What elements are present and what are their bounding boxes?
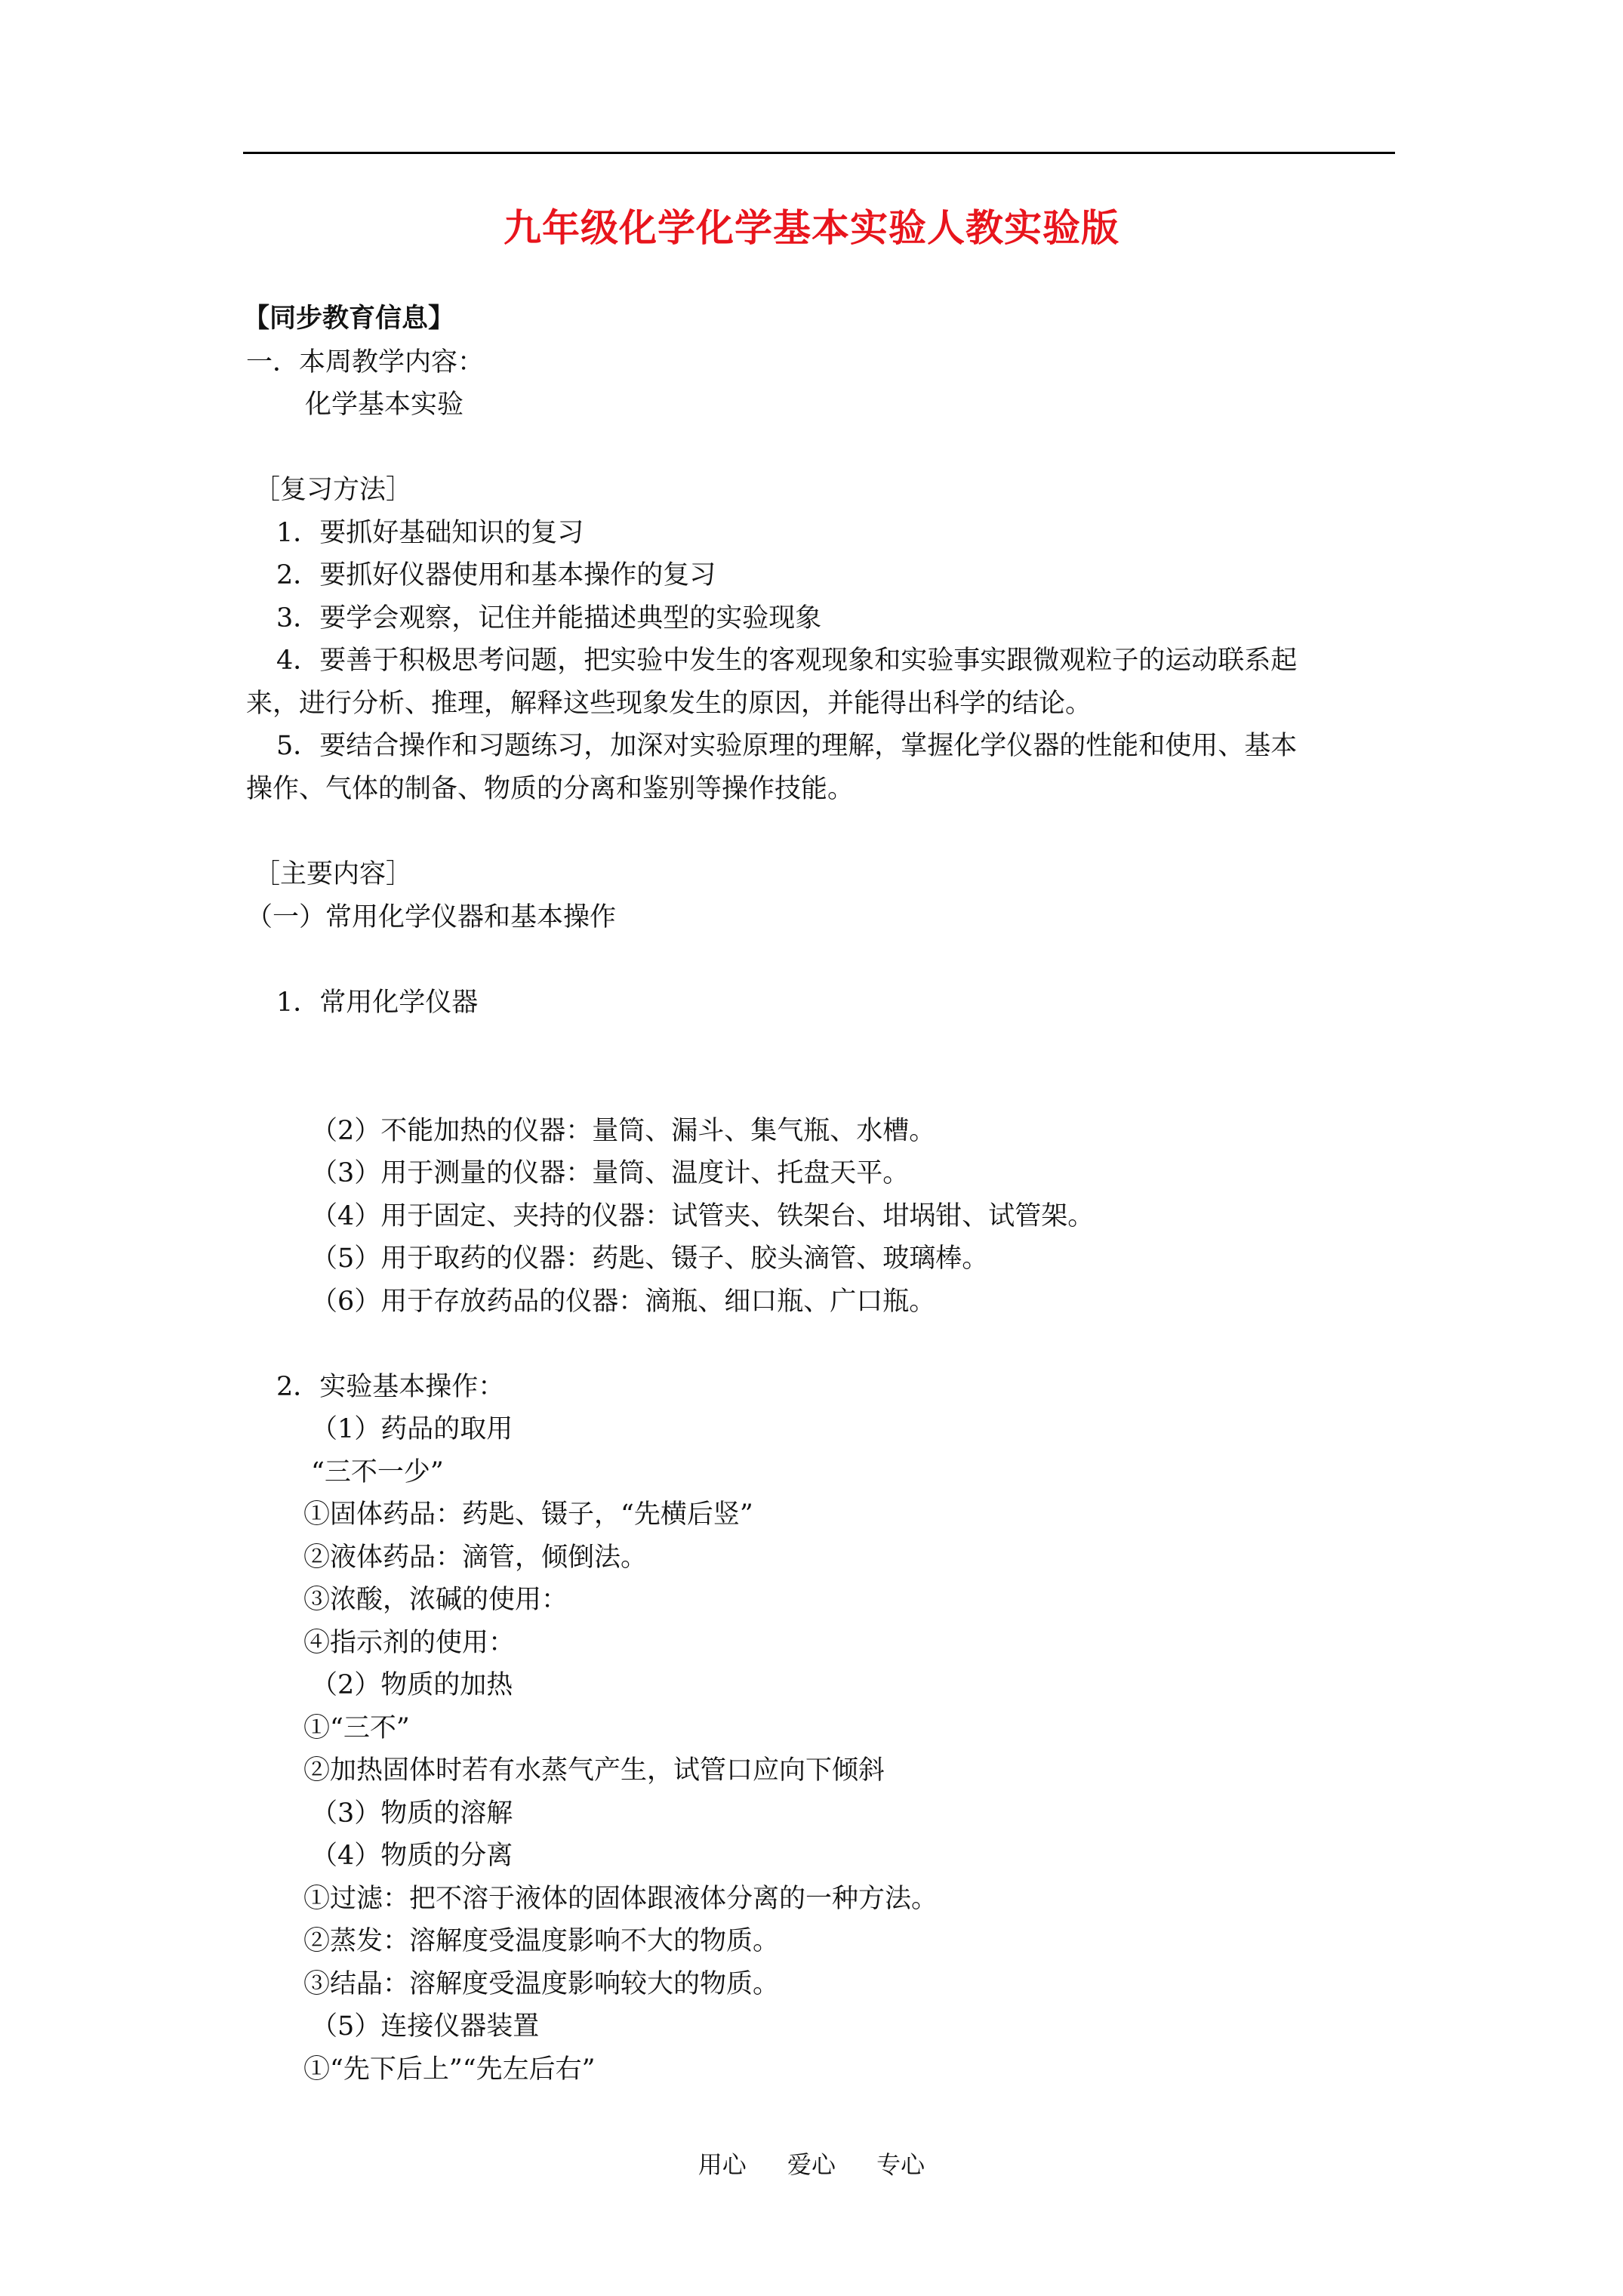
operation-item: ②液体药品：滴管，倾倒法。 bbox=[303, 1542, 648, 1573]
operation-item: ①固体药品：药匙、镊子，“先横后竖” bbox=[303, 1499, 753, 1530]
page-footer bbox=[0, 2146, 1623, 2180]
instrument-item: （4）用于固定、夹持的仪器：试管夹、铁架台、坩埚钳、试管架。 bbox=[311, 1201, 1095, 1231]
main-title: ［主要内容］ bbox=[254, 859, 413, 889]
operation-item: （2）物质的加热 bbox=[311, 1670, 513, 1700]
review-item: 操作、气体的制备、物质的分离和鉴别等操作技能。 bbox=[246, 774, 855, 804]
header-rule bbox=[243, 152, 1395, 154]
operation-item: ①“三不” bbox=[303, 1713, 410, 1743]
operation-item: “三不一少” bbox=[311, 1457, 444, 1487]
operation-item: ④指示剂的使用： bbox=[303, 1628, 516, 1658]
operation-item: ②蒸发：溶解度受温度影响不大的物质。 bbox=[303, 1926, 780, 1956]
review-item: 1．要抓好基础知识的复习 bbox=[276, 518, 584, 548]
review-item: 3．要学会观察，记住并能描述典型的实验现象 bbox=[276, 603, 822, 633]
week-label: 一．本周教学内容： bbox=[246, 347, 485, 378]
instrument-item: （5）用于取药的仪器：药匙、镊子、胶头滴管、玻璃棒。 bbox=[311, 1244, 989, 1274]
review-item: 来，进行分析、推理，解释这些现象发生的原因，并能得出科学的结论。 bbox=[246, 689, 1092, 719]
operation-item: （1）药品的取用 bbox=[311, 1414, 513, 1444]
operation-item: ①“先下后上”“先左后右” bbox=[303, 2054, 596, 2085]
instrument-item: （3）用于测量的仪器：量筒、温度计、托盘天平。 bbox=[311, 1158, 910, 1188]
part1-title: （一）常用化学仪器和基本操作 bbox=[246, 902, 617, 932]
operation-item: （4）物质的分离 bbox=[311, 1841, 513, 1871]
operation-item: ②加热固体时若有水蒸气产生，试管口应向下倾斜 bbox=[303, 1755, 885, 1786]
operation-item: ③结晶：溶解度受温度影响较大的物质。 bbox=[303, 1969, 780, 1999]
section-header: 【同步教育信息】 bbox=[243, 303, 455, 334]
instrument-item: （6）用于存放药品的仪器：滴瓶、细口瓶、广口瓶。 bbox=[311, 1287, 936, 1317]
footer-item: 专心 bbox=[876, 2150, 925, 2179]
week-topic: 化学基本实验 bbox=[305, 390, 464, 420]
footer-item: 用心 bbox=[698, 2150, 747, 2179]
review-item: 4．要善于积极思考问题，把实验中发生的客观现象和实验事实跟微观粒子的运动联系起 bbox=[276, 646, 1298, 676]
review-item: 2．要抓好仪器使用和基本操作的复习 bbox=[276, 560, 716, 590]
operation-item: （3）物质的溶解 bbox=[311, 1798, 513, 1829]
review-item: 5．要结合操作和习题练习，加深对实验原理的理解，掌握化学仪器的性能和使用、基本 bbox=[276, 731, 1298, 761]
instrument-item: （2）不能加热的仪器：量筒、漏斗、集气瓶、水槽。 bbox=[311, 1116, 936, 1146]
footer-item: 爱心 bbox=[787, 2150, 836, 2179]
operation-item: （5）连接仪器装置 bbox=[311, 2011, 540, 2042]
sub1-title: 1．常用化学仪器 bbox=[276, 988, 479, 1018]
operation-item: ③浓酸，浓碱的使用： bbox=[303, 1585, 568, 1615]
sub2-title: 2．实验基本操作： bbox=[276, 1372, 505, 1402]
review-title: ［复习方法］ bbox=[254, 475, 413, 505]
operation-item: ①过滤：把不溶于液体的固体跟液体分离的一种方法。 bbox=[303, 1884, 938, 1914]
document-title: 九年级化学化学基本实验人教实验版 bbox=[504, 205, 1119, 250]
